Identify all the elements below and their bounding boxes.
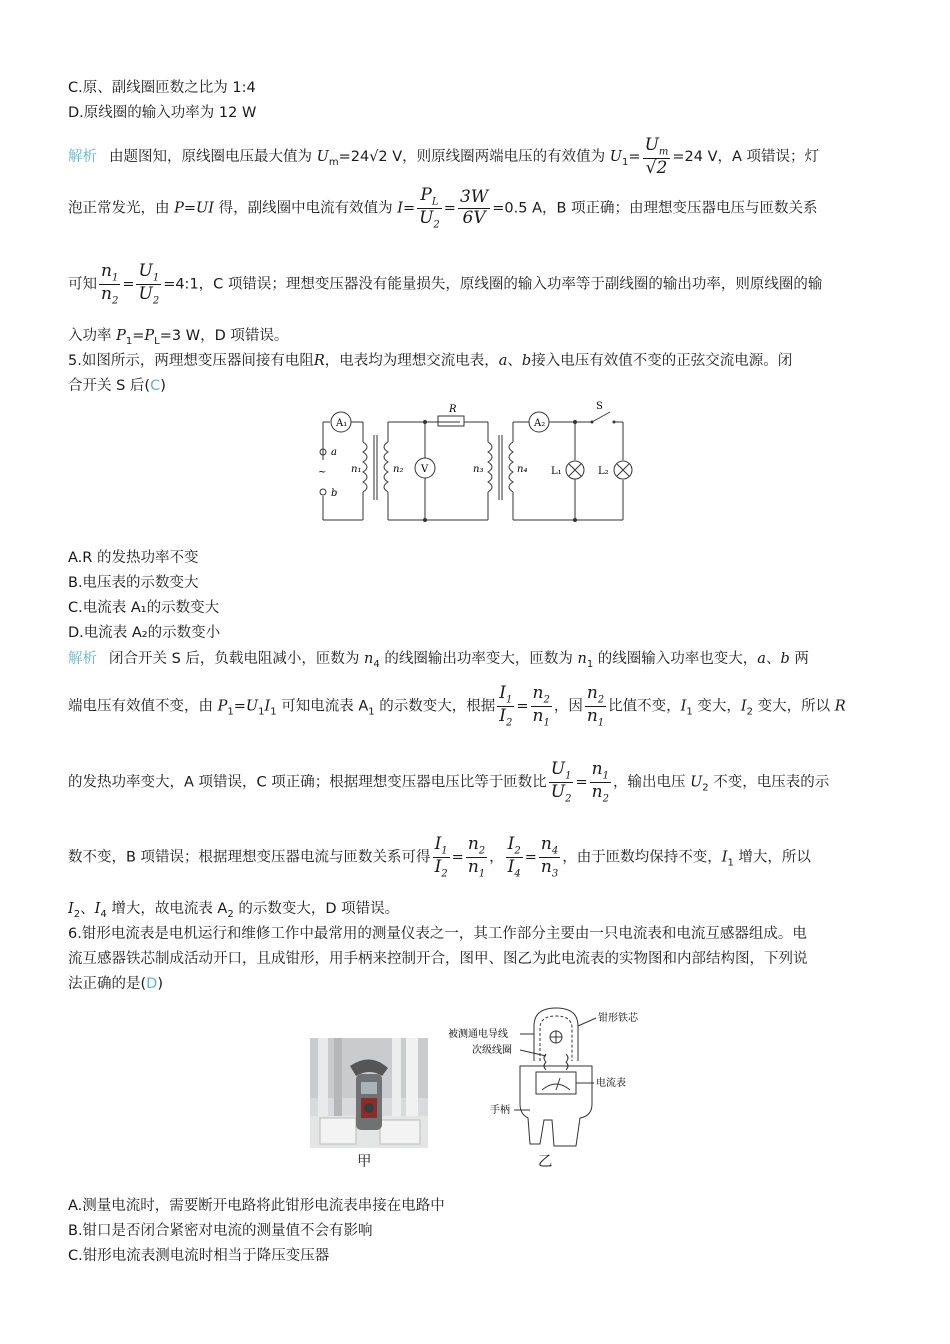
resistor-r	[438, 416, 464, 426]
label-n2: n₂	[393, 464, 404, 475]
analysis-2-line1: 解析 闭合开关 S 后，负载电阻减小，匝数为 $n_4$ 的线圈输出功率变大，匝数为 $n_1$ 的线圈输入功率也变大，a、b 两	[68, 651, 809, 670]
caption-yi: 乙	[538, 1154, 553, 1170]
label-l2: L₂	[598, 466, 609, 477]
meter-box	[536, 1072, 576, 1094]
option-c-prev: C.原、副线圈匝数之比为 1:4	[68, 80, 256, 96]
analysis-2-line5: $I_2$、$I_4$ 增大，故电流表 $A_2$ 的示数变大，D 项错误。	[68, 901, 400, 920]
q6-option-c: C.钳形电流表测电流时相当于降压变压器	[68, 1248, 330, 1264]
option-d-prev: D.原线圈的输入功率为 12 W	[68, 105, 257, 121]
circuit-diagram	[318, 400, 636, 525]
analysis-2-line3: 的发热功率变大，A 项错误，C 项正确；根据理想变压器电压比等于匝数比 $\frac{U_1}{U_2}$ = $\frac{n_1}{n_2}$ ，输出电压 $U_2$ 不变，电压表的示	[68, 759, 830, 805]
label-meter: 电流表	[596, 1078, 626, 1089]
q5-option-a: A.R 的发热功率不变	[68, 550, 199, 566]
label-core: 钳形铁芯	[598, 1013, 638, 1024]
q5-stem-line2: 合开关 S 后(C)	[68, 378, 166, 394]
analysis-1-line1: 解析 由题图知，原线圈电压最大值为 $U_m=24√2$ V，则原线圈两端电压的有效值为 $U_1=$ $\frac{U_m}{√2}$ =24 V，A 项错误；灯	[68, 135, 820, 178]
label-handle: 手柄	[490, 1105, 510, 1116]
label-n3: n₃	[473, 464, 484, 475]
label-a2: A₂	[534, 418, 546, 429]
label-coil: 次级线圈	[472, 1045, 512, 1056]
label-v: V	[421, 464, 429, 475]
caption-jia: 甲	[357, 1154, 372, 1170]
q6-stem-line2: 流互感器铁芯制成活动开口，且成钳形，用手柄来控制开合，图甲、图乙为此电流表的实物图和内部结构图，下列说	[68, 951, 808, 967]
analysis-1-line2: 泡正常发光，由 P=UI 得，副线圈中电流有效值为 I= $\frac{P_L}{U_2}$ = $\frac{3W}{6V}$ =0.5 A，B 项正确；由理想变压器电压与匝数关系	[68, 185, 818, 231]
analysis-2-line2: 端电压有效值不变，由 $P_1=U_1I_1$ 可知电流表 $A_1$ 的示数变大，根据 $\frac{I_1}{I_2}$ = $\frac{n_2}{n_1}$ ，因 $\frac{n_2}{n_1}$ 比值不变，$I_1$ 变大，$I_2$ 变大，所以 R	[68, 683, 846, 729]
q5-option-b: B.电压表的示数变大	[68, 575, 199, 591]
analysis-label: 解析	[68, 149, 97, 166]
q6-option-b: B.钳口是否闭合紧密对电流的测量值不会有影响	[68, 1223, 373, 1239]
q6-answer: D	[146, 976, 158, 992]
clamp-meter-structure	[446, 1006, 682, 1150]
label-wire: 被测通电导线	[448, 1029, 508, 1040]
switch-s	[592, 412, 610, 422]
label-n4: n₄	[517, 464, 528, 475]
label-n1: n₁	[351, 464, 362, 475]
q6-stem-line1: 6.钳形电流表是电机运行和维修工作中最常用的测量仪表之一，其工作部分主要由一只电流表和电流互感器组成。电	[68, 926, 807, 942]
label-a: a	[331, 447, 337, 458]
analysis-2-line4: 数不变，B 项错误；根据理想变压器电流与匝数关系可得 $\frac{I_1}{I_2}$ = $\frac{n_2}{n_1}$ ， $\frac{I_2}{I_4}$ = $\frac{n_4}{n_3}$ ，由于匝数均保持不变，$I_1$ 增大，所以	[68, 834, 811, 880]
clamp-meter-photo	[310, 1038, 428, 1148]
q5-option-d: D.电流表 A₂的示数变小	[68, 625, 221, 641]
q6-option-a: A.测量电流时，需要断开电路将此钳形电流表串接在电路中	[68, 1198, 445, 1214]
q6-stem-line3: 法正确的是(D)	[68, 976, 164, 992]
q5-option-c: C.电流表 A₁的示数变大	[68, 600, 220, 616]
analysis-1-line4: 入功率 $P_1=P_L=3$ W，D 项错误。	[68, 328, 289, 347]
q5-answer: C	[150, 378, 161, 394]
label-b: b	[331, 488, 338, 499]
analysis-1-line3: 可知 $\frac{n_1}{n_2}$ = $\frac{U_1}{U_2}$ =4:1，C 项错误；理想变压器没有能量损失，原线圈的输入功率等于副线圈的输出功率，则原线圈的输	[68, 261, 823, 307]
label-l1: L₁	[551, 466, 562, 477]
label-ac-source: ~	[318, 467, 327, 478]
label-a1: A₁	[336, 418, 348, 429]
label-r: R	[449, 404, 457, 415]
label-s: S	[596, 401, 603, 412]
q5-stem-line1: 5.如图所示，两理想变压器间接有电阻R，电表均为理想交流电表，a、b接入电压有效值不变的正弦交流电源。闭	[68, 353, 793, 369]
